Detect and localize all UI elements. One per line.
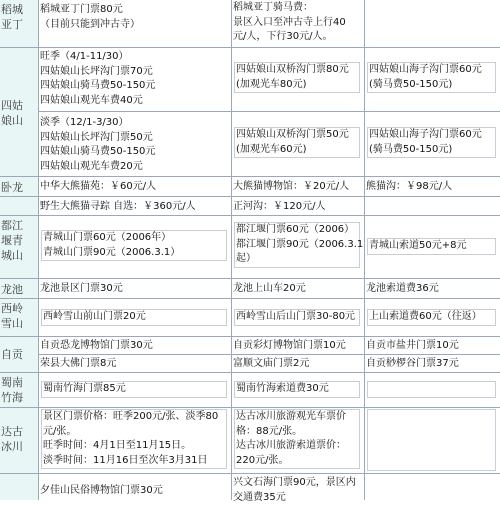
- cell-line: 四姑娘山双桥沟门票80元: [235, 63, 359, 78]
- cell-line: 蜀南竹海门票85元: [42, 382, 226, 397]
- cell-box: [41, 309, 227, 326]
- cell-line: 四姑娘山观光车费20元: [39, 160, 231, 175]
- region-label: [0, 337, 38, 372]
- cell-line: 西岭雪山前山门票20元: [42, 310, 226, 325]
- table-cell: [38, 299, 231, 336]
- cell-line: 野生大熊猫寻踪 自选：￥360元/人: [39, 200, 231, 215]
- cell-line: 淡季（12/1-3/30）: [39, 116, 231, 131]
- cell-line: 大熊猫博物馆：￥20元/人: [232, 180, 364, 195]
- cell-line: 旺季（4/1-11/30）: [39, 50, 231, 65]
- cell-box: [367, 381, 496, 398]
- table-cell: [231, 48, 364, 111]
- cell-line: 四姑娘山长坪沟门票50元: [39, 131, 231, 146]
- region-cell-empty: [0, 197, 38, 215]
- table-row: [0, 298, 500, 336]
- table-cell: [364, 373, 500, 407]
- table-cell: [38, 216, 231, 278]
- table-cell: [231, 112, 364, 176]
- table-cell: [38, 112, 231, 176]
- table-cell: [364, 197, 500, 215]
- table-cell: [38, 48, 231, 111]
- cell-line: 景区入口至冲古寺上行40: [232, 16, 364, 31]
- cell-line: 蜀南竹海索道费30元: [235, 382, 359, 397]
- cell-line: 自贡彩灯博物馆门票10元: [232, 339, 364, 354]
- cell-line: 都江堰门票90元（2006.3.1: [235, 238, 359, 253]
- table-cell: [364, 279, 500, 298]
- table-cell: [231, 355, 364, 372]
- table-cell: [231, 0, 364, 47]
- cell-line: 四姑娘山双桥沟门票50元: [235, 128, 359, 143]
- table-cell: [364, 216, 500, 278]
- cell-box: [234, 222, 360, 268]
- cell-line: 西岭雪山后山门票30-80元: [235, 310, 359, 325]
- cell-box: [367, 409, 496, 471]
- cell-line: 四姑娘山骑马费50-150元: [39, 79, 231, 94]
- cell-line: 龙池索道费36元: [365, 282, 500, 297]
- cell-line: （目前只能到冲古寺）: [39, 18, 231, 33]
- region-label-char: 四姑娘山: [1, 98, 29, 128]
- cell-line: 达古冰川旅游观光车票价: [235, 410, 359, 425]
- region-label: [0, 279, 38, 298]
- cell-line: 起）: [235, 252, 359, 267]
- region-label: [0, 299, 38, 336]
- region-cell-empty: [0, 474, 38, 500]
- table-cell: [364, 112, 500, 176]
- cell-box: [234, 309, 360, 326]
- cell-line: 达古冰川旅游索道票价：: [235, 439, 359, 454]
- region-label-char: 稻城亚丁: [1, 2, 29, 32]
- table-cell: [364, 355, 500, 372]
- table-cell: [231, 408, 364, 473]
- region-label-char: 卧龙: [1, 180, 38, 195]
- cell-line: 中华大熊猫苑：￥60元/人: [39, 180, 231, 195]
- cell-line: 青城山门票90元（2006.3.1）: [42, 246, 226, 261]
- table-row: [0, 473, 500, 500]
- cell-box: [234, 127, 360, 158]
- region-label: [0, 216, 38, 278]
- table-cell: [231, 177, 364, 196]
- table-row: [0, 111, 500, 176]
- table-cell: [38, 373, 231, 407]
- region-label-char: 自贡: [1, 347, 38, 362]
- table-cell: [364, 299, 500, 336]
- table-cell: [38, 197, 231, 215]
- table-cell: [231, 216, 364, 278]
- region-label-char: 都江堰青城山: [1, 218, 27, 263]
- cell-line: 正河沟：￥120元/人: [232, 200, 364, 215]
- cell-line: 自贡恐龙博物馆门票30元: [39, 339, 231, 354]
- table-cell: [231, 299, 364, 336]
- cell-line: 青城山索道50元+8元: [368, 239, 495, 254]
- table-row: [0, 176, 500, 196]
- cell-line: 上山索道费60元（往返）: [368, 310, 495, 325]
- table-row: [0, 336, 500, 354]
- table-row: [0, 215, 500, 278]
- cell-line: 都江堰门票60元（2006）: [235, 223, 359, 238]
- region-label-char: 龙池: [1, 282, 38, 297]
- table-cell: [364, 408, 500, 473]
- table-row: [0, 372, 500, 407]
- cell-line: 夕佳山民俗博物馆门票30元: [39, 484, 231, 499]
- cell-box: [234, 409, 360, 469]
- cell-box: [367, 127, 496, 158]
- cell-box: [234, 381, 360, 398]
- cell-line: (加观光车60元): [235, 143, 359, 158]
- cell-line: 稻城亚丁骑马费：: [232, 1, 364, 16]
- region-label-char: 西岭雪山: [1, 301, 27, 331]
- cell-line: 稻城亚丁门票80元: [39, 3, 231, 18]
- cell-box: [367, 238, 496, 255]
- cell-line: 格：88元/张。: [235, 425, 359, 440]
- cell-line: 淡季时间：11月16日至次年3月31日: [42, 454, 226, 469]
- table-cell: [38, 0, 231, 47]
- table-cell: [231, 197, 364, 215]
- cell-line: 旺季时间：4月1日至11月15日。: [42, 439, 226, 454]
- cell-line: (加观光车80元): [235, 78, 359, 93]
- cell-line: (骑马费50-150元): [368, 78, 495, 93]
- cell-line: 荣县大佛门票8元: [39, 357, 231, 372]
- table-row: [0, 407, 500, 473]
- table-cell: [231, 279, 364, 298]
- table-cell: [38, 279, 231, 298]
- cell-line: 景区门票价格：旺季200元/张、淡季80: [42, 410, 226, 425]
- table-row: [0, 0, 500, 47]
- table-cell: [364, 337, 500, 354]
- table-cell: [231, 474, 364, 500]
- region-label: [0, 48, 38, 175]
- table-cell: [231, 373, 364, 407]
- table-cell: [38, 337, 231, 354]
- table-cell: [38, 177, 231, 196]
- region-label-char: 达古冰川: [1, 424, 27, 454]
- region-label: [0, 0, 38, 47]
- region-label-char: 蜀南竹海: [1, 375, 27, 405]
- cell-line: (骑马费50-150元): [368, 143, 495, 158]
- table-row: [0, 278, 500, 298]
- table-cell: [364, 474, 500, 500]
- cell-line: 220元/张。: [235, 454, 359, 469]
- cell-box: [367, 309, 496, 326]
- cell-line: 自贡桫椤谷门票37元: [365, 357, 500, 372]
- cell-box: [41, 381, 227, 398]
- cell-line: 熊猫沟：￥98元/人: [365, 180, 500, 195]
- cell-line: 四姑娘山海子沟门票60元: [368, 128, 495, 143]
- cell-box: [41, 409, 227, 469]
- cell-line: 四姑娘山长坪沟门票70元: [39, 65, 231, 80]
- cell-line: 兴文石海门票90元，景区内: [232, 476, 364, 491]
- cell-line: 四姑娘山骑马费50-150元: [39, 145, 231, 160]
- cell-line: 自贡市盐井门票10元: [365, 339, 500, 354]
- cell-line: 青城山门票60元（2006年）: [42, 231, 226, 246]
- cell-line: 四姑娘山海子沟门票60元: [368, 63, 495, 78]
- table-row: [0, 47, 500, 111]
- table-cell: [38, 474, 231, 500]
- region-label: [0, 373, 38, 407]
- table-cell: [364, 177, 500, 196]
- cell-line: 龙池景区门票30元: [39, 282, 231, 297]
- table-cell: [38, 408, 231, 473]
- cell-line: 交通费35元: [232, 491, 364, 505]
- table-cell: [364, 48, 500, 111]
- cell-line: 龙池上山车20元: [232, 282, 364, 297]
- table-cell: [231, 337, 364, 354]
- table-cell: [38, 355, 231, 372]
- table-row: [0, 354, 500, 372]
- cell-line: 元/张。: [42, 425, 226, 440]
- cell-line: 元/人，下行30元/人。: [232, 30, 364, 45]
- cell-line: 四姑娘山观光车费40元: [39, 94, 231, 109]
- region-label: [0, 177, 38, 196]
- cell-box: [234, 62, 360, 93]
- cell-line: 富顺文庙门票2元: [232, 357, 364, 372]
- cell-box: [41, 230, 227, 261]
- region-label: [0, 408, 38, 473]
- table-row: [0, 196, 500, 215]
- cell-box: [367, 62, 496, 93]
- table-cell: [364, 0, 500, 47]
